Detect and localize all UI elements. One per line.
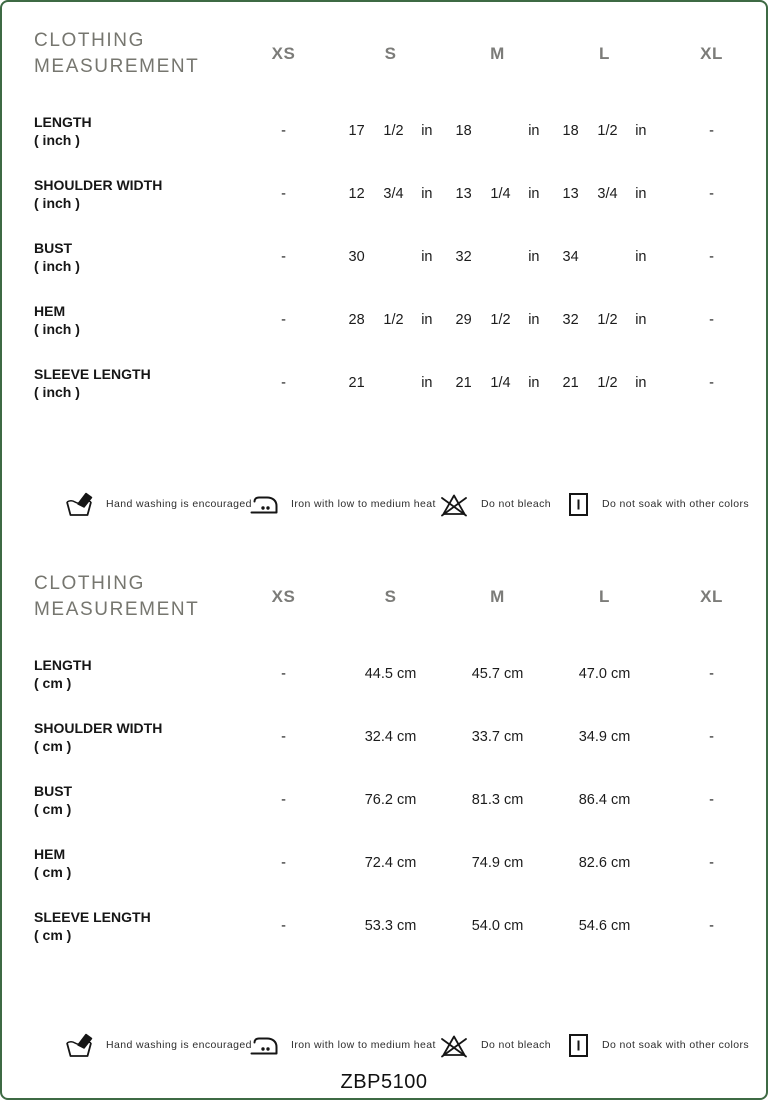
cell-m: 13 1/4 in <box>455 186 540 202</box>
size-header-s: S <box>384 587 397 606</box>
table-row-length-inch <box>2 112 766 150</box>
row-label: SLEEVE LENGTH <box>34 366 151 382</box>
row-unit-label: ( cm ) <box>34 801 72 817</box>
hand-wash-icon <box>64 1032 94 1059</box>
section-title-line2: MEASUREMENT <box>34 56 200 77</box>
cell-s: 21 in <box>348 375 433 391</box>
table-row-sleeve-cm <box>2 907 766 945</box>
row-unit-label: ( cm ) <box>34 675 72 691</box>
cell-xs: - <box>281 855 286 871</box>
care-instructions-row <box>2 484 766 524</box>
care-label: Do not bleach <box>481 1039 551 1051</box>
row-label: HEM <box>34 303 66 319</box>
cell-s: 72.4 cm <box>364 855 417 871</box>
row-label: SHOULDER WIDTH <box>34 177 163 193</box>
cell-m: 54.0 cm <box>471 918 524 934</box>
row-label: LENGTH <box>34 657 92 673</box>
cell-xs: - <box>281 186 286 202</box>
care-label: Hand washing is encouraged <box>106 1039 252 1051</box>
cell-l: 21 1/2 in <box>562 375 647 391</box>
cell-xl: - <box>709 375 714 391</box>
row-unit-label: ( cm ) <box>34 864 72 880</box>
size-header-xs: XS <box>271 587 296 606</box>
cell-m: 45.7 cm <box>471 666 524 682</box>
care-label: Do not soak with other colors <box>602 1039 749 1051</box>
cell-xl: - <box>709 123 714 139</box>
cell-xl: - <box>709 186 714 202</box>
do-not-bleach-icon <box>439 1032 469 1058</box>
cell-xs: - <box>281 312 286 328</box>
cell-xl: - <box>709 249 714 265</box>
do-not-soak-icon <box>567 491 590 518</box>
care-do-not-soak <box>567 1025 749 1065</box>
size-header-l: L <box>599 587 610 606</box>
cell-xs: - <box>281 375 286 391</box>
section-title-line1: CLOTHING <box>34 573 145 594</box>
row-unit-label: ( inch ) <box>34 195 80 211</box>
table-row-length-cm <box>2 655 766 693</box>
cell-m: 33.7 cm <box>471 729 524 745</box>
size-header-xl: XL <box>700 44 723 63</box>
cell-m: 18 in <box>455 123 540 139</box>
row-unit-label: ( inch ) <box>34 132 80 148</box>
care-do-not-bleach <box>439 1025 551 1065</box>
cell-xs: - <box>281 918 286 934</box>
cell-m: 29 1/2 in <box>455 312 540 328</box>
row-label: HEM <box>34 846 66 862</box>
cell-l: 54.6 cm <box>578 918 631 934</box>
cell-s: 32.4 cm <box>364 729 417 745</box>
cell-xl: - <box>709 312 714 328</box>
row-label: SHOULDER WIDTH <box>34 720 163 736</box>
cell-s: 44.5 cm <box>364 666 417 682</box>
section-title <box>2 28 230 80</box>
cell-l: 34.9 cm <box>578 729 631 745</box>
care-do-not-soak <box>567 484 749 524</box>
table-row-bust-inch <box>2 238 766 276</box>
cell-m: 21 1/4 in <box>455 375 540 391</box>
size-header-m: M <box>490 587 505 606</box>
cell-l: 34 in <box>562 249 647 265</box>
do-not-bleach-icon <box>439 491 469 517</box>
cell-s: 53.3 cm <box>364 918 417 934</box>
cell-xl: - <box>709 855 714 871</box>
section-title-line1: CLOTHING <box>34 30 145 51</box>
care-iron <box>249 484 436 524</box>
care-do-not-bleach <box>439 484 551 524</box>
cell-xl: - <box>709 918 714 934</box>
cell-xs: - <box>281 729 286 745</box>
care-label: Hand washing is encouraged <box>106 498 252 510</box>
row-unit-label: ( cm ) <box>34 927 72 943</box>
row-unit-label: ( inch ) <box>34 321 80 337</box>
row-label: LENGTH <box>34 114 92 130</box>
cell-m: 74.9 cm <box>471 855 524 871</box>
size-header-xl: XL <box>700 587 723 606</box>
table-row-shoulder-inch <box>2 175 766 213</box>
cell-m: 32 in <box>455 249 540 265</box>
cell-l: 82.6 cm <box>578 855 631 871</box>
cm-table-header <box>2 569 766 625</box>
iron-icon <box>249 492 279 516</box>
cell-l: 13 3/4 in <box>562 186 647 202</box>
cell-l: 32 1/2 in <box>562 312 647 328</box>
care-hand-wash <box>64 1025 252 1065</box>
cell-s: 17 1/2 in <box>348 123 433 139</box>
cell-s: 76.2 cm <box>364 792 417 808</box>
size-header-s: S <box>384 44 397 63</box>
iron-icon <box>249 1033 279 1057</box>
care-instructions-row <box>2 1025 766 1065</box>
row-label: SLEEVE LENGTH <box>34 909 151 925</box>
cell-xl: - <box>709 666 714 682</box>
cell-s: 28 1/2 in <box>348 312 433 328</box>
cell-l: 86.4 cm <box>578 792 631 808</box>
table-row-sleeve-inch <box>2 364 766 402</box>
inch-table-header <box>2 26 766 82</box>
row-unit-label: ( inch ) <box>34 384 80 400</box>
hand-wash-icon <box>64 491 94 518</box>
care-label: Do not bleach <box>481 498 551 510</box>
section-title-line2: MEASUREMENT <box>34 599 200 620</box>
do-not-soak-icon <box>567 1032 590 1059</box>
section-title <box>2 571 230 623</box>
cm-table <box>2 655 766 945</box>
size-header-m: M <box>490 44 505 63</box>
cell-m: 81.3 cm <box>471 792 524 808</box>
table-row-hem-inch <box>2 301 766 339</box>
row-label: BUST <box>34 240 73 256</box>
care-hand-wash <box>64 484 252 524</box>
cell-l: 47.0 cm <box>578 666 631 682</box>
care-label: Do not soak with other colors <box>602 498 749 510</box>
care-label: Iron with low to medium heat <box>291 1039 436 1051</box>
cell-xs: - <box>281 792 286 808</box>
cell-xs: - <box>281 123 286 139</box>
row-unit-label: ( inch ) <box>34 258 80 274</box>
size-header-xs: XS <box>271 44 296 63</box>
care-label: Iron with low to medium heat <box>291 498 436 510</box>
size-header-l: L <box>599 44 610 63</box>
cell-l: 18 1/2 in <box>562 123 647 139</box>
cell-s: 12 3/4 in <box>348 186 433 202</box>
table-row-hem-cm <box>2 844 766 882</box>
cell-xl: - <box>709 729 714 745</box>
table-row-shoulder-cm <box>2 718 766 756</box>
row-label: BUST <box>34 783 73 799</box>
inch-table <box>2 112 766 402</box>
cell-xs: - <box>281 666 286 682</box>
cell-xs: - <box>281 249 286 265</box>
product-code: ZBP5100 <box>340 1071 428 1093</box>
cell-xl: - <box>709 792 714 808</box>
cell-s: 30 in <box>348 249 433 265</box>
table-row-bust-cm <box>2 781 766 819</box>
care-iron <box>249 1025 436 1065</box>
row-unit-label: ( cm ) <box>34 738 72 754</box>
